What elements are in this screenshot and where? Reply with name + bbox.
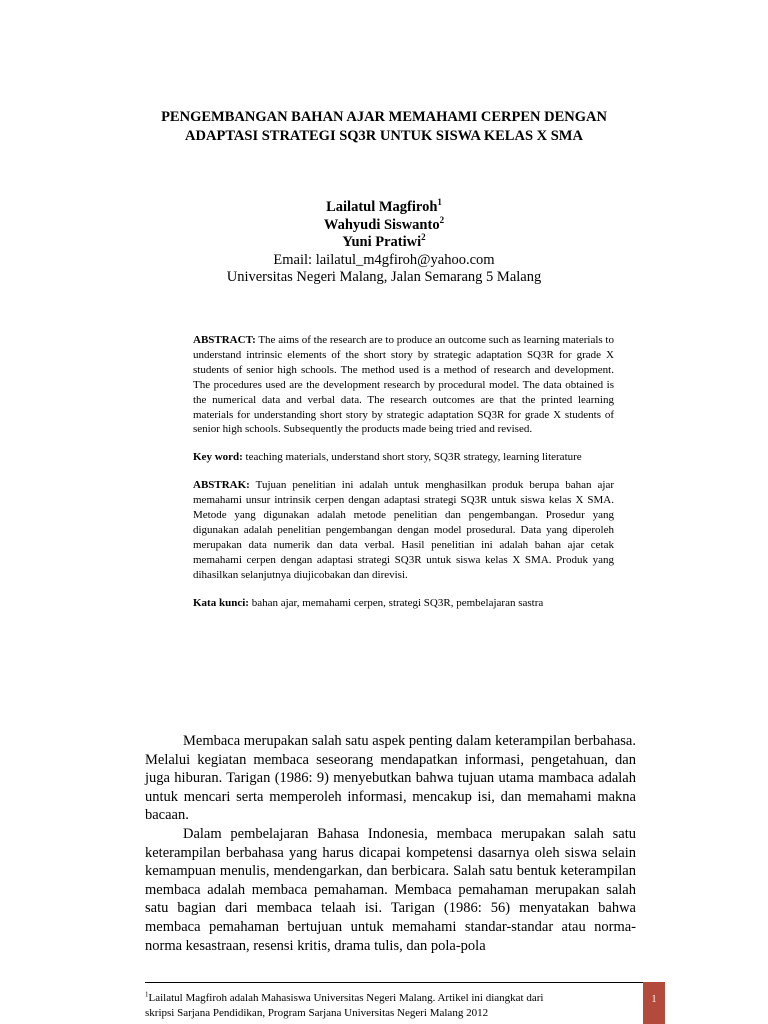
keywords-paragraph xyxy=(193,450,614,465)
author-name: Yuni Pratiwi$^2$ xyxy=(342,232,426,250)
footnote-marker: 1 xyxy=(145,990,149,999)
abstrak-text: Tujuan penelitian ini adalah untuk menghasilkan produk berupa bahan ajar memahami unsur intrinsik cerpen dengan adaptasi strategi SQ3R untuk siswa kelas X SMA. Metode yang digunakan adalah metode penelitian dan pengembangan. Prosedur yang digunakan adalah penelitian pengembangan dengan model prosedural. Data yang diperoleh merupakan data numerik dan data verbal. Hasil penelitian ini adalah bahan ajar cetak memahami cerpen dengan adaptasi strategi SQ3R untuk siswa kelas X SMA. Produk yang dihasilkan selanjutnya diujicobakan dan direvisi. xyxy=(193,479,614,581)
author-name: Lailatul Magfiroh$^1$ xyxy=(326,197,442,215)
body-paragraph-2: Dalam pembelajaran Bahasa Indonesia, membaca merupakan salah satu keterampilan berbahasa yang harus dicapai kompetensi dasarnya oleh siswa selain kemampuan menulis, mendengarkan, dan berbicara. Salah satu bentuk keterampilan membaca adalah membaca pemahaman. Membaca pemahaman merupakan salah satu bagian dari membaca telaah isi. Tarigan (1986: 56) menyatakan bahwa membaca pemahaman bertujuan untuk memahami standar-standar atau norma-norma kesastraan, resensi kritis, drama tulis, dan pola-pola xyxy=(145,825,636,954)
author-block xyxy=(100,199,668,287)
paper-title xyxy=(100,108,668,146)
author-email: Email: lailatul_m4gfiroh@yahoo.com xyxy=(273,251,495,268)
kata-kunci-label: Kata kunci: xyxy=(193,596,249,609)
body-text xyxy=(145,732,636,955)
footnote xyxy=(145,991,635,1020)
footnote-divider xyxy=(145,982,643,983)
keywords-text: teaching materials, understand short story, SQ3R strategy, learning literature xyxy=(245,451,582,464)
author-superscript: 1 xyxy=(437,197,442,208)
abstract-text: The aims of the research are to produce an outcome such as learning materials to understand intrinsic elements of the short story by strategic adaptation SQ3R for grade X students of senior high schools. The method used is a method of research and development. The procedures used are the development research by procedural model. The data obtained is the numerical data and verbal data. The research outcomes are that the printed learning materials for understanding short story by strategic adaptation SQ3R for grade X students of senior high schools. Subsequently the products made being tried and revised. xyxy=(193,334,614,436)
abstract-paragraph xyxy=(193,333,614,437)
keywords-label: Key word: xyxy=(193,451,243,464)
kata-kunci-text: bahan ajar, memahami cerpen, strategi SQ3R, pembelajaran sastra xyxy=(251,596,544,609)
kata-kunci-paragraph xyxy=(193,596,614,611)
abstract-section xyxy=(193,333,614,611)
author-superscript: 2 xyxy=(421,232,426,243)
abstrak-paragraph xyxy=(193,478,614,582)
body-paragraph-1: Membaca merupakan salah satu aspek penting dalam keterampilan berbahasa. Melalui kegiatan membaca seseorang mendapatkan informasi, pengetahuan, dan juga hiburan. Tarigan (1986: 9) menyebutkan bahwa tujuan utama mambaca adalah untuk mencari serta memperoleh informasi, mencakup isi, dan memahami makna bacaan. xyxy=(145,733,636,824)
footnote-text-1: Lailatul Magfiroh adalah Mahasiswa Universitas Negeri Malang. Artikel ini diangkat dari xyxy=(148,992,544,1004)
abstract-label: ABSTRACT: xyxy=(193,334,256,346)
page-number-badge: 1 xyxy=(643,982,665,1024)
author-affiliation: Universitas Negeri Malang, Jalan Semarang 5 Malang xyxy=(226,269,542,285)
footnote-line-2: skripsi Sarjana Pendidikan, Program Sarjana Universitas Negeri Malang 2012 xyxy=(145,1006,489,1019)
abstrak-label: ABSTRAK: xyxy=(193,479,250,492)
author-superscript: 2 xyxy=(439,214,445,225)
footnote-line-1 xyxy=(145,991,635,1006)
author-name: Wahyudi Siswanto$^2$ xyxy=(323,214,445,233)
title-line-2: ADAPTASI STRATEGI SQ3R UNTUK SISWA KELAS X SMA xyxy=(185,128,583,144)
title-line-1: PENGEMBANGAN BAHAN AJAR MEMAHAMI CERPEN DENGAN xyxy=(161,109,607,125)
